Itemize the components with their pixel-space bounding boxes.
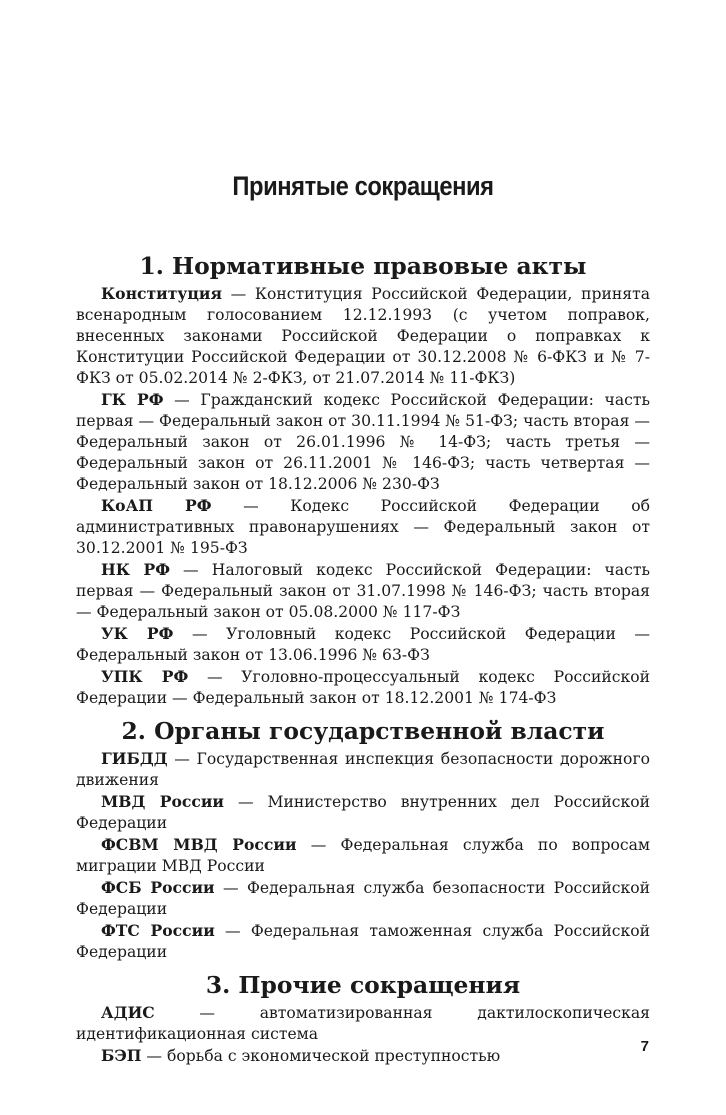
abbreviation-term: УПК РФ (101, 667, 189, 686)
abbreviation-term: МВД России (101, 792, 224, 811)
abbreviation-term: ФТС России (101, 921, 215, 940)
abbreviation-definition: — Федеральная служба безопасности Российской Федерации (76, 879, 650, 918)
page-title: Принятые сокращения (232, 171, 494, 201)
abbreviation-definition: — автоматизированная дактилоскопическая идентификационная система (76, 1004, 650, 1043)
abbreviation-entry (76, 389, 650, 495)
abbreviation-term: Конституция (101, 284, 222, 303)
abbreviation-term: КоАП РФ (101, 496, 212, 515)
abbreviation-term: БЭП (101, 1046, 142, 1065)
abbreviation-definition: — Налоговый кодекс Российской Федерации: часть первая — Федеральный закон от 31.07.1998 № 146-ФЗ; часть вторая — Федеральный закон от 05.08.2000 № 117-ФЗ (76, 561, 650, 621)
abbreviation-definition: — Федеральная служба по вопросам миграции МВД России (76, 836, 650, 875)
abbreviation-term: НК РФ (101, 560, 170, 579)
abbreviation-term: УК РФ (101, 624, 174, 643)
abbreviation-term: ФСБ России (101, 878, 215, 897)
abbreviation-definition: — Гражданский кодекс Российской Федерации: часть первая — Федеральный закон от 30.11.1994 № 51-ФЗ; часть вторая — Федеральный закон от 26.01.1996 № 14-ФЗ; часть третья — Федеральный закон от 26.11.2001 № 146-ФЗ; часть четвертая — Федеральный закон от 18.12.2006 № 230-ФЗ (76, 391, 650, 493)
abbreviation-term: АДИС (101, 1003, 155, 1022)
abbreviation-entry (76, 283, 650, 389)
abbreviation-term: ФСВМ МВД России (101, 835, 297, 854)
abbreviation-definition: — Кодекс Российской Федерации об административных правонарушениях — Федеральный закон от 30.12.2001 № 195-ФЗ (76, 497, 650, 557)
abbreviation-entry (76, 666, 650, 709)
abbreviation-entry (76, 1002, 650, 1045)
abbreviation-entry (76, 495, 650, 559)
abbreviation-definition: — Министерство внутренних дел Российской Федерации (76, 793, 650, 832)
abbreviation-entry (76, 791, 650, 834)
abbreviation-entry (76, 877, 650, 920)
section-heading: 1. Нормативные правовые акты (139, 252, 587, 280)
abbreviation-definition: — Уголовно-процессуальный кодекс Российской Федерации — Федеральный закон от 18.12.2001 № 174-ФЗ (76, 668, 651, 707)
abbreviation-term: ГК РФ (101, 390, 164, 409)
abbreviation-definition: — Федеральная таможенная служба Российской Федерации (76, 922, 650, 961)
abbreviation-definition: — борьба с экономической преступностью (141, 1047, 501, 1065)
abbreviation-definition: — Государственная инспекция безопасности дорожного движения (76, 750, 650, 789)
abbreviation-entry (76, 748, 650, 791)
section-heading: 3. Прочие сокращения (205, 971, 521, 999)
abbreviation-entry (76, 623, 650, 666)
abbreviations-list (76, 252, 651, 1067)
section-legal-acts (76, 252, 651, 709)
section-other-abbreviations (76, 971, 650, 1067)
abbreviation-entry (76, 834, 650, 877)
abbreviation-definition: — Уголовный кодекс Российской Федерации — Федеральный закон от 13.06.1996 № 63-ФЗ (76, 625, 650, 664)
abbreviation-term: ГИБДД (101, 749, 168, 768)
abbreviation-entry (76, 920, 650, 963)
abbreviation-definition: — Конституция Российской Федерации, принята всенародным голосованием 12.12.1993 (с учетом поправок, внесенных законами Российской Федерации о поправках к Конституции Российской Федерации от 30.12.2008 № 6-ФКЗ и № 7-ФКЗ от 05.02.2014 № 2-ФКЗ, от 21.07.2014 № 11-ФКЗ) (76, 285, 650, 387)
abbreviation-entry (76, 1045, 650, 1067)
page-number: 7 (640, 1038, 649, 1055)
section-heading: 2. Органы государственной власти (121, 717, 605, 745)
abbreviation-entry (76, 559, 650, 623)
section-government-bodies (76, 717, 650, 963)
